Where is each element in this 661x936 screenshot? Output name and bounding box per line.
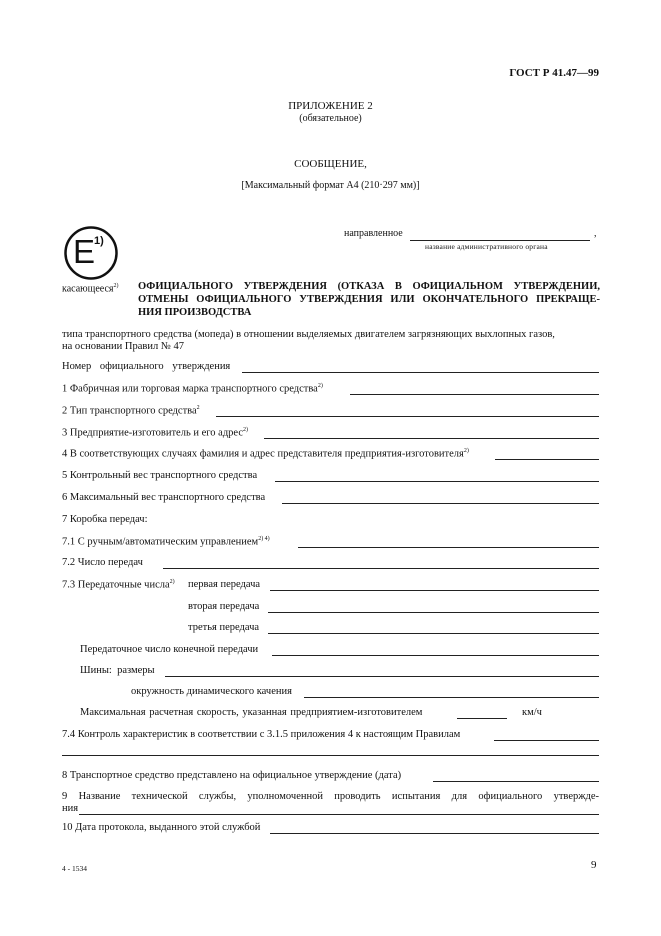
field-9-line2: ния (62, 803, 79, 814)
dyn-circ-input[interactable] (304, 697, 599, 698)
main-title (138, 280, 600, 319)
field-7-4-input[interactable] (494, 740, 599, 741)
field-2: 2 Тип транспортного средства$^2$ (62, 405, 200, 417)
field-10-input[interactable] (270, 833, 599, 834)
page-number: 9 (591, 859, 597, 871)
field-7-2-input[interactable] (163, 568, 599, 569)
format-note: [Максимальный формат А4 (210·297 мм)] (241, 180, 420, 191)
field-9 (62, 791, 599, 802)
standard-number: ГОСТ Р 41.47—99 (509, 67, 599, 79)
addressed-comma: , (594, 228, 597, 239)
gear-2-input[interactable] (268, 612, 599, 613)
field-7: 7 Коробка передач: (62, 514, 148, 525)
addressed-caption: название административного органа (425, 242, 548, 251)
speed-unit: км/ч (522, 707, 542, 718)
e-mark-letter: E (73, 233, 96, 270)
e-mark-icon (63, 225, 119, 281)
main-title-line2: ОТМЕНЫ ОФИЦИАЛЬНОГО УТВЕРЖДЕНИЯ ИЛИ ОКОНЧАТЕЛЬНОГО ПРЕКРАЩЕ- (138, 294, 600, 305)
dyn-circ-label: окружность динамического качения (131, 686, 292, 697)
field-4-input[interactable] (495, 459, 599, 460)
field-5: 5 Контрольный вес транспортного средства (62, 470, 258, 481)
tires-size-input[interactable] (165, 676, 599, 677)
field-7-1-input[interactable] (298, 547, 599, 548)
addressed-field[interactable] (410, 240, 590, 241)
appendix-title: ПРИЛОЖЕНИЕ 2 (288, 100, 373, 112)
field-6-input[interactable] (282, 503, 599, 504)
intro-line2: на основании Правил № 47 (62, 341, 184, 352)
gear-3-label: третья передача (188, 622, 260, 633)
field-approval-number: Номер официального утверждения (62, 361, 231, 372)
intro-text (62, 329, 602, 353)
footer-code: 4 - 1534 (62, 864, 87, 873)
gear-1-label: первая передача (188, 579, 261, 590)
field-3-input[interactable] (264, 438, 599, 439)
final-drive-input[interactable] (272, 655, 599, 656)
max-speed-label: Максимальная расчетная скорость, указанная предприятием-изготовителем (80, 707, 423, 718)
addressed-label: направленное (344, 228, 403, 239)
gear-1-input[interactable] (270, 590, 599, 591)
field-1-input[interactable] (350, 394, 599, 395)
field-7-4-input-line2[interactable] (62, 755, 599, 756)
field-6: 6 Максимальный вес транспортного средства (62, 492, 266, 503)
field-7-2: 7.2 Число передач (62, 557, 143, 568)
approval-number-input[interactable] (242, 372, 599, 373)
field-7-1: 7.1 С ручным/автоматическим управлением$^{2) 4)}$ (62, 536, 270, 548)
field-8: 8 Транспортное средство представлено на официальное утверждение (дата) (62, 770, 402, 781)
field-1: 1 Фабричная или торговая марка транспортного средства$^{2)}$ (62, 383, 323, 395)
field-2-input[interactable] (216, 416, 599, 417)
concerning-label: касающееся$^{2)}$ (62, 283, 119, 295)
field-9-line1: 9 Название технической службы, уполномоченной проводить испытания для официального утвержде- (62, 791, 599, 802)
tires-label: Шины: размеры (80, 665, 155, 676)
field-8-input[interactable] (433, 781, 599, 782)
field-9-input[interactable] (79, 814, 599, 815)
main-title-line1: ОФИЦИАЛЬНОГО УТВЕРЖДЕНИЯ (ОТКАЗА В ОФИЦИАЛЬНОМ УТВЕРЖДЕНИИ, (138, 281, 600, 292)
gear-3-input[interactable] (268, 633, 599, 634)
field-3: 3 Предприятие-изготовитель и его адрес$^{2)}$ (62, 427, 249, 439)
message-title: СООБЩЕНИЕ, (294, 158, 367, 170)
intro-line1: типа транспортного средства (мопеда) в отношении выделяемых двигателем загрязняющих выхлопных газов, (62, 329, 555, 340)
gear-2-label: вторая передача (188, 601, 260, 612)
main-title-line3: НИЯ ПРОИЗВОДСТВА (138, 307, 252, 318)
field-7-3: 7.3 Передаточные числа$^{2)}$ (62, 579, 175, 591)
field-10: 10 Дата протокола, выданного этой службой (62, 822, 261, 833)
appendix-subtitle: (обязательное) (299, 113, 362, 124)
field-5-input[interactable] (275, 481, 599, 482)
field-4: 4 В соответствующих случаях фамилия и адрес представителя предприятия-изготовителя$^{2)}$ (62, 448, 469, 460)
e-mark-note: 1) (94, 235, 104, 247)
field-7-4: 7.4 Контроль характеристик в соответствии с 3.1.5 приложения 4 к настоящим Правилам (62, 729, 461, 740)
final-drive-label: Передаточное число конечной передачи (80, 644, 259, 655)
max-speed-input[interactable] (457, 718, 507, 719)
